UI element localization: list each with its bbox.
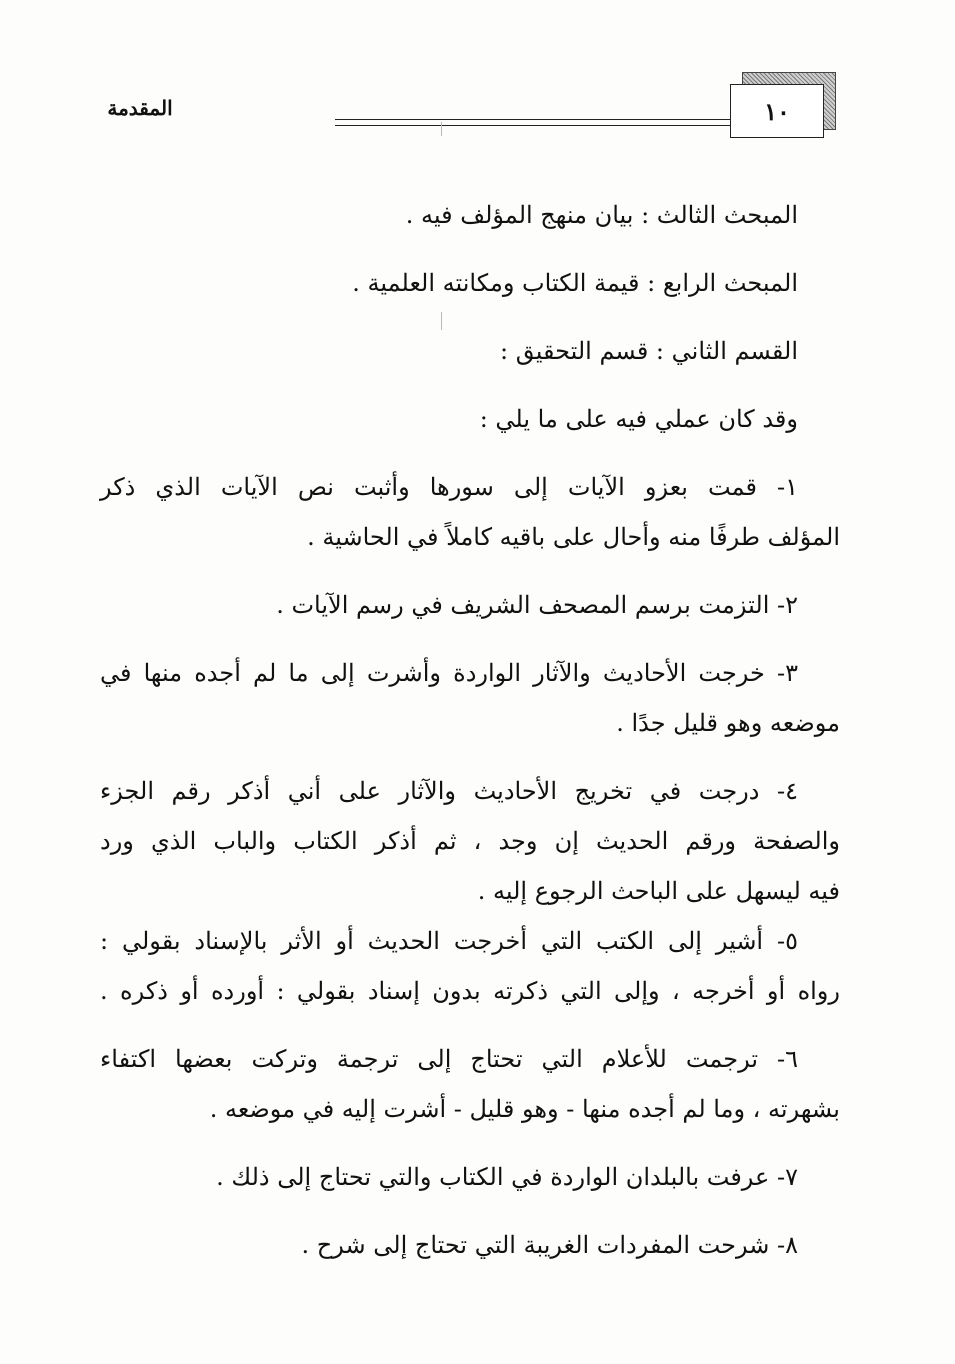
- item-2-line-1: ٢- التزمت برسم المصحف الشريف في رسم الآيات .: [276, 591, 798, 619]
- item-7-line-1: ٧- عرفت بالبلدان الواردة في الكتاب والتي تحتاج إلى ذلك .: [216, 1163, 798, 1191]
- header-double-rule: [335, 119, 730, 126]
- heading-fourth-topic: المبحث الرابع : قيمة الكتاب ومكانته العلمية .: [352, 269, 798, 297]
- item-4-line-1: ٤- درجت في تخريج الأحاديث والآثار على أني أذكر رقم الجزء: [100, 777, 798, 805]
- intro-line: وقد كان عملي فيه على ما يلي :: [479, 405, 798, 433]
- item-3-line-1: ٣- خرجت الأحاديث والآثار الواردة وأشرت إلى ما لم أجده منها في: [100, 659, 798, 687]
- page-number-box: [730, 84, 824, 138]
- item-6-line-1: ٦- ترجمت للأعلام التي تحتاج إلى ترجمة وتركت بعضها اكتفاء: [100, 1045, 798, 1073]
- item-5-line-2: رواه أو أخرجه ، وإلى التي ذكرته بدون إسناد بقولي : أورده أو ذكره .: [100, 977, 840, 1005]
- item-5-line-1: ٥- أشير إلى الكتب التي أخرجت الحديث أو الأثر بالإسناد بقولي :: [100, 927, 798, 955]
- item-4-line-2: والصفحة ورقم الحديث إن وجد ، ثم أذكر الكتاب والباب الذي ورد: [100, 827, 840, 855]
- heading-second-section: القسم الثاني : قسم التحقيق :: [499, 337, 798, 365]
- running-title: المقدمة: [107, 96, 173, 120]
- item-6-line-2: بشهرته ، وما لم أجده منها - وهو قليل - أشرت إليه في موضعه .: [209, 1095, 840, 1123]
- item-4-line-3: فيه ليسهل على الباحث الرجوع إليه .: [477, 877, 840, 905]
- item-8-line-1: ٨- شرحت المفردات الغريبة التي تحتاج إلى شرح .: [301, 1231, 798, 1259]
- item-1-line-2: المؤلف طرفًا منه وأحال على باقيه كاملاً في الحاشية .: [307, 523, 840, 551]
- item-1-line-1: ١- قمت بعزو الآيات إلى سورها وأثبت نص الآيات الذي ذكر: [100, 473, 798, 501]
- heading-third-topic: المبحث الثالث : بيان منهج المؤلف فيه .: [405, 201, 798, 229]
- page-number: ١٠: [764, 96, 790, 126]
- body-text: [100, 190, 840, 1270]
- item-3-line-2: موضعه وهو قليل جدًا .: [616, 709, 840, 737]
- gutter-mark: [441, 122, 442, 136]
